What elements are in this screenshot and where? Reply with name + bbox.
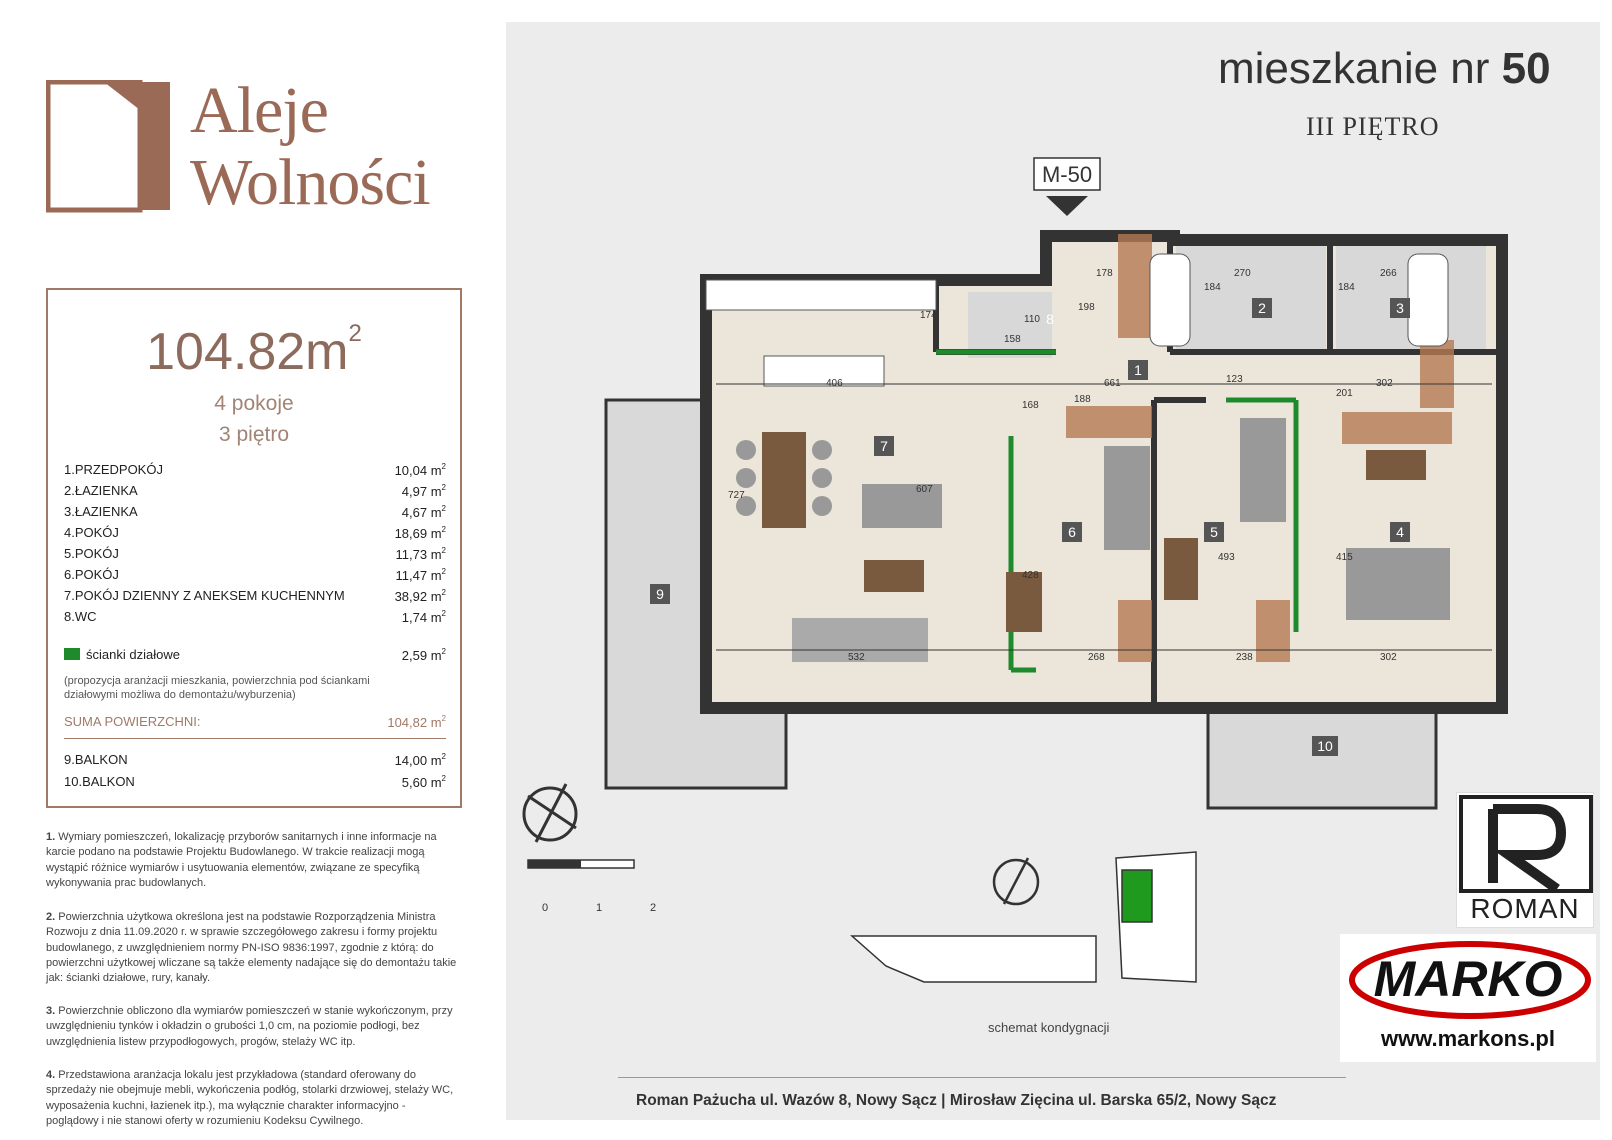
- footer-divider: [618, 1077, 1346, 1078]
- dimension-label: 607: [916, 484, 933, 495]
- dimension-label: 168: [1022, 400, 1039, 411]
- floor-title: III PIĘTRO: [1306, 112, 1440, 141]
- compass-icon: [524, 784, 576, 842]
- bed-room-5: [1240, 418, 1286, 522]
- room-row: 8.WC 1,74 $m^2$: [64, 609, 446, 625]
- desk-room-5: [1164, 538, 1198, 600]
- dimension-label: 178: [1096, 268, 1113, 279]
- kitchen-counter: [706, 280, 936, 310]
- schema-label: schemat kondygnacji: [988, 1020, 1110, 1035]
- site-schema: [852, 852, 1196, 982]
- marko-logo: [1340, 934, 1596, 1062]
- footer-contact: Roman Pażucha ul. Wazów 8, Nowy Sącz | Mirosław Zięcina ul. Barska 65/2, Nowy Sącz: [636, 1092, 1277, 1109]
- scale-label: 1: [596, 902, 603, 914]
- dimension-label: 201: [1336, 388, 1353, 399]
- dimension-label: 123: [1226, 374, 1243, 385]
- dimension-label: 727: [728, 490, 745, 501]
- room-row: 5.POKÓJ 11,73 $m^2$: [64, 546, 446, 562]
- dimension-label: 174: [920, 310, 937, 321]
- unit-tag: M-50: [1041, 162, 1093, 187]
- partition-note: (propozycja aranżacji mieszkania, powierzchnia pod ściankami działowymi możliwa do demontażu/wyburzenia): [64, 675, 370, 701]
- note-3: 3. Powierzchnie obliczono dla wymiarów pomieszczeń w stanie wykończonym, przy uwzględnieniu tynków i okładzin o grubości 1,0 cm, na poziomie podłogi, bez uwzględnienia listew przypodłogowych, progów, stelaży WC itp.: [46, 1005, 453, 1048]
- bed-room-4: [1346, 548, 1450, 620]
- dimension-label: 415: [1336, 552, 1353, 563]
- partition-legend-swatch: [64, 648, 80, 660]
- note-1: 1. Wymiary pomieszczeń, lokalizację przyborów sanitarnych i inne informacje na karcie podano na podstawie Projektu Budowlanego. W trakcie realizacji mogą wystąpić różnice wymiarów i usytuowania elementów, związane ze specyfiką wykonywania prac budowlanych.: [46, 831, 437, 889]
- coffee-table: [864, 560, 924, 592]
- dimension-label: 110: [1024, 314, 1040, 325]
- roman-name: ROMAN: [1470, 893, 1580, 924]
- balcony-row: 9.BALKON 14,00 $m^2$: [64, 752, 446, 768]
- room-row: 6.POKÓJ 11,47 $m^2$: [64, 567, 446, 583]
- scale-bar-icon: [528, 860, 634, 868]
- dining-table: [762, 432, 806, 528]
- dimension-label: 238: [1236, 652, 1253, 663]
- compass-small-icon: [994, 858, 1038, 904]
- dimension-label: 406: [826, 378, 843, 389]
- dimension-label: 661: [1104, 378, 1121, 389]
- room-number: 9: [650, 584, 670, 604]
- room-row: 2.ŁAZIENKA 4,97 $m^2$: [64, 483, 446, 499]
- partitions-row: ścianki działowe 2,59 $m^2$: [64, 647, 446, 665]
- dimension-label: 158: [1004, 334, 1021, 345]
- dimension-label: 184: [1204, 282, 1221, 293]
- desk-room-6: [1006, 572, 1042, 632]
- balcony-10: [1208, 712, 1436, 808]
- room-row: 3.ŁAZIENKA 4,67 $m^2$: [64, 504, 446, 520]
- dimension-label: 532: [848, 652, 865, 663]
- marko-url[interactable]: www.markons.pl: [1380, 1026, 1555, 1051]
- note-2: 2. Powierzchnia użytkowa określona jest na podstawie Rozporządzenia Ministra Rozwoju z dnia 11.09.2020 r. w sprawie szczegółowego zakresu i formy projektu budowlanego, z uwzględnieniem normy PN-ISO 9836:1997, zgodnie z którą: do powierzchni użytkowej wliczane są także elementy nadające się do demontażu takie jak: ścianki działowe, rury, kanały.: [46, 911, 457, 985]
- room-number: 4: [1390, 522, 1410, 542]
- dimension-label: 268: [1088, 652, 1105, 663]
- brand-name: Aleje Wolności: [190, 74, 430, 219]
- roman-r-icon: [1457, 793, 1595, 893]
- rooms-count: 4 pokoje: [214, 392, 294, 415]
- sum-row: SUMA POWIERZCHNI: 104,82 $m^2$: [64, 714, 446, 730]
- room-number: 6: [1062, 522, 1082, 542]
- dimension-label: 266: [1380, 268, 1397, 279]
- room-row: 4.POKÓJ 18,69 $m^2$: [64, 525, 446, 541]
- room-number: 10: [1312, 736, 1338, 756]
- dimension-label: 302: [1380, 652, 1397, 663]
- room-number: 1: [1128, 360, 1148, 380]
- note-4: 4. Przedstawiona aranżacja lokalu jest przykładowa (standard oferowany do sprzedaży nie obejmuje mebli, wykończenia podłóg, stolarki drzwiowej, stelaży WC, wyposażenia kuchni, łazienek itp.), ma wyłącznie charakter informacyjno - poglądowy i nie stanowi oferty w rozumieniu Kodeksu Cywilnego.: [46, 1069, 454, 1127]
- room-row: 1.PRZEDPOKÓJ 10,04 $m^2$: [64, 462, 446, 478]
- dimension-label: 198: [1078, 302, 1095, 313]
- scale-label: 0: [542, 902, 549, 914]
- marko-name: MARKO: [1373, 951, 1563, 1007]
- room-number: 2: [1252, 298, 1272, 318]
- room-number: 7: [874, 436, 894, 456]
- floor-label: 3 piętro: [218, 423, 290, 446]
- dimension-label: 493: [1218, 552, 1235, 563]
- sum-divider: [64, 738, 446, 739]
- total-area: $104.82m^2$: [146, 320, 362, 381]
- dimension-label: 428: [1022, 570, 1039, 581]
- dimension-label: 270: [1234, 268, 1251, 279]
- brand-logo-mark: [46, 80, 174, 214]
- balcony-row: 10.BALKON 5,60 $m^2$: [64, 774, 446, 790]
- scale-label: 2: [650, 902, 657, 914]
- room-number: 5: [1204, 522, 1224, 542]
- bed-room-6: [1104, 446, 1150, 550]
- roman-logo: [1456, 792, 1594, 928]
- wc-8: [968, 292, 1052, 358]
- bathroom-2: [1176, 242, 1326, 350]
- area-summary-box: [46, 288, 462, 808]
- dimension-label: 302: [1376, 378, 1393, 389]
- apartment-title: mieszkanie nr 50: [1218, 44, 1551, 93]
- room-number: 3: [1390, 298, 1410, 318]
- room-row: 7.POKÓJ DZIENNY Z ANEKSEM KUCHENNYM 38,92 $m^2$: [64, 588, 446, 604]
- dimension-label: 188: [1074, 394, 1091, 405]
- desk-room-4: [1366, 450, 1426, 480]
- kitchen-island: [764, 356, 884, 386]
- dimension-label: 184: [1338, 282, 1355, 293]
- room-number: 8: [1046, 311, 1054, 327]
